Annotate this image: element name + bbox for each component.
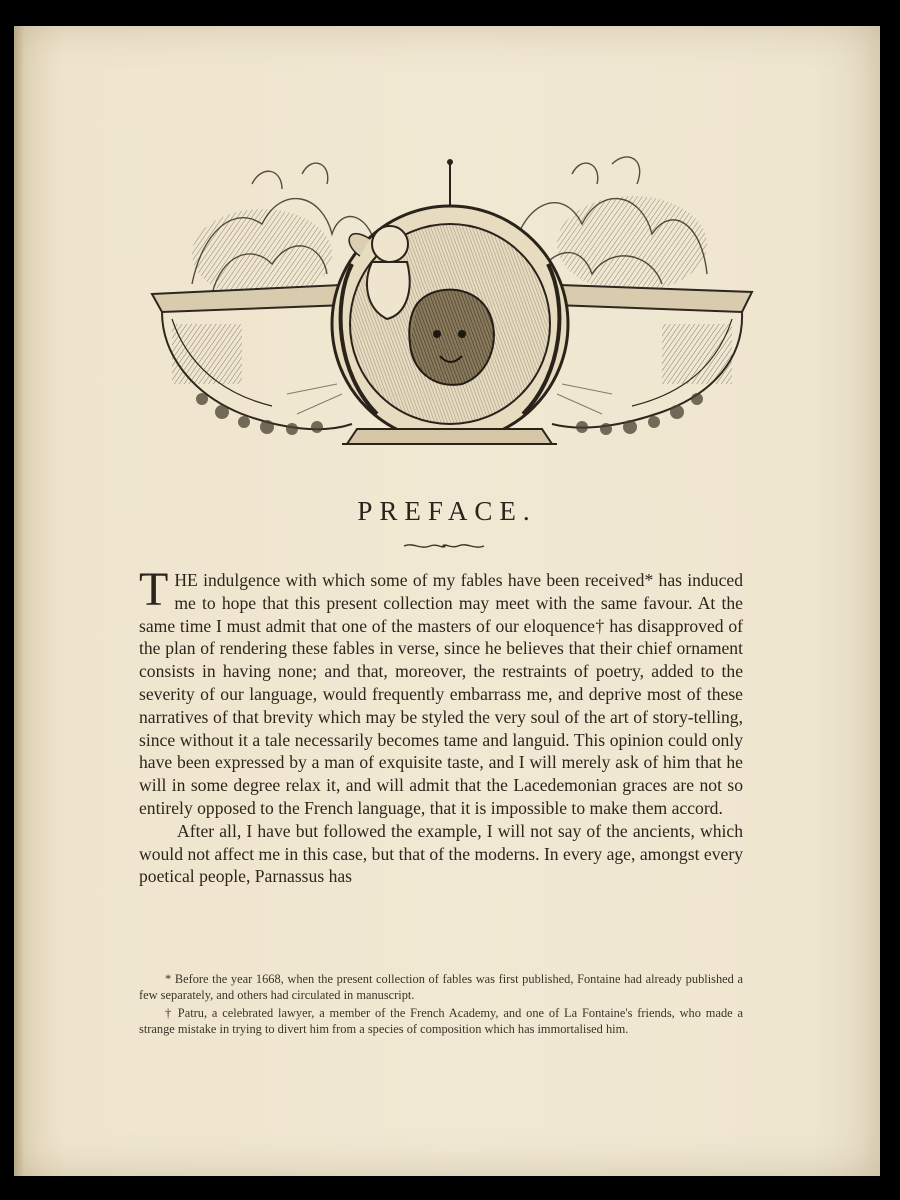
title-flourish [402,540,486,552]
paragraph-1-text: HE indulgence with which some of my fables have been received* has induced me to hope that this present collection may meet with the same favour. At the same time I must admit that one of the masters of our eloquence† has disapproved of the plan of rendering these fables in verse, since he believes that their chief ornament consists in having none; and that, moreover, the restraints of poetry, added to the severity of our language, would frequently embarrass me, and deprive most of these narratives of that brevity which may be styled the very soul of the art of story-telling, since without it a tale necessarily becomes tame and languid. This opinion could only have been expressed by a man of exquisite taste, and I will merely ask of him that he will in some degree relax it, and will admit that the Lacedemonian graces are not so entirely opposed to the French language, that it is impossible to make them accord. [139,570,743,818]
headpiece-engraving [132,144,768,474]
paragraph-1 [139,563,743,820]
footnote-2: † Patru, a celebrated lawyer, a member of the French Academy, and one of La Fontaine's friends, who made a strange mistake in trying to divert him from a species of composition which has immortalised him. [139,1006,743,1036]
paragraph-2: After all, I have but followed the example, I will not say of the ancients, which would not affect me in this case, but that of the moderns. In every age, amongst every poetical people, Parnassus has [139,820,743,887]
footnote-1: * Before the year 1668, when the present collection of fables was first published, Fontaine had already published a few separately, and others had circulated in manuscript. [139,972,743,1002]
page-title: PREFACE. [357,496,537,526]
drop-cap: T [139,563,169,616]
preface-body [139,563,743,888]
footnotes [139,971,743,1039]
book-page [14,26,880,1176]
page-spine-shadow [14,26,24,1176]
